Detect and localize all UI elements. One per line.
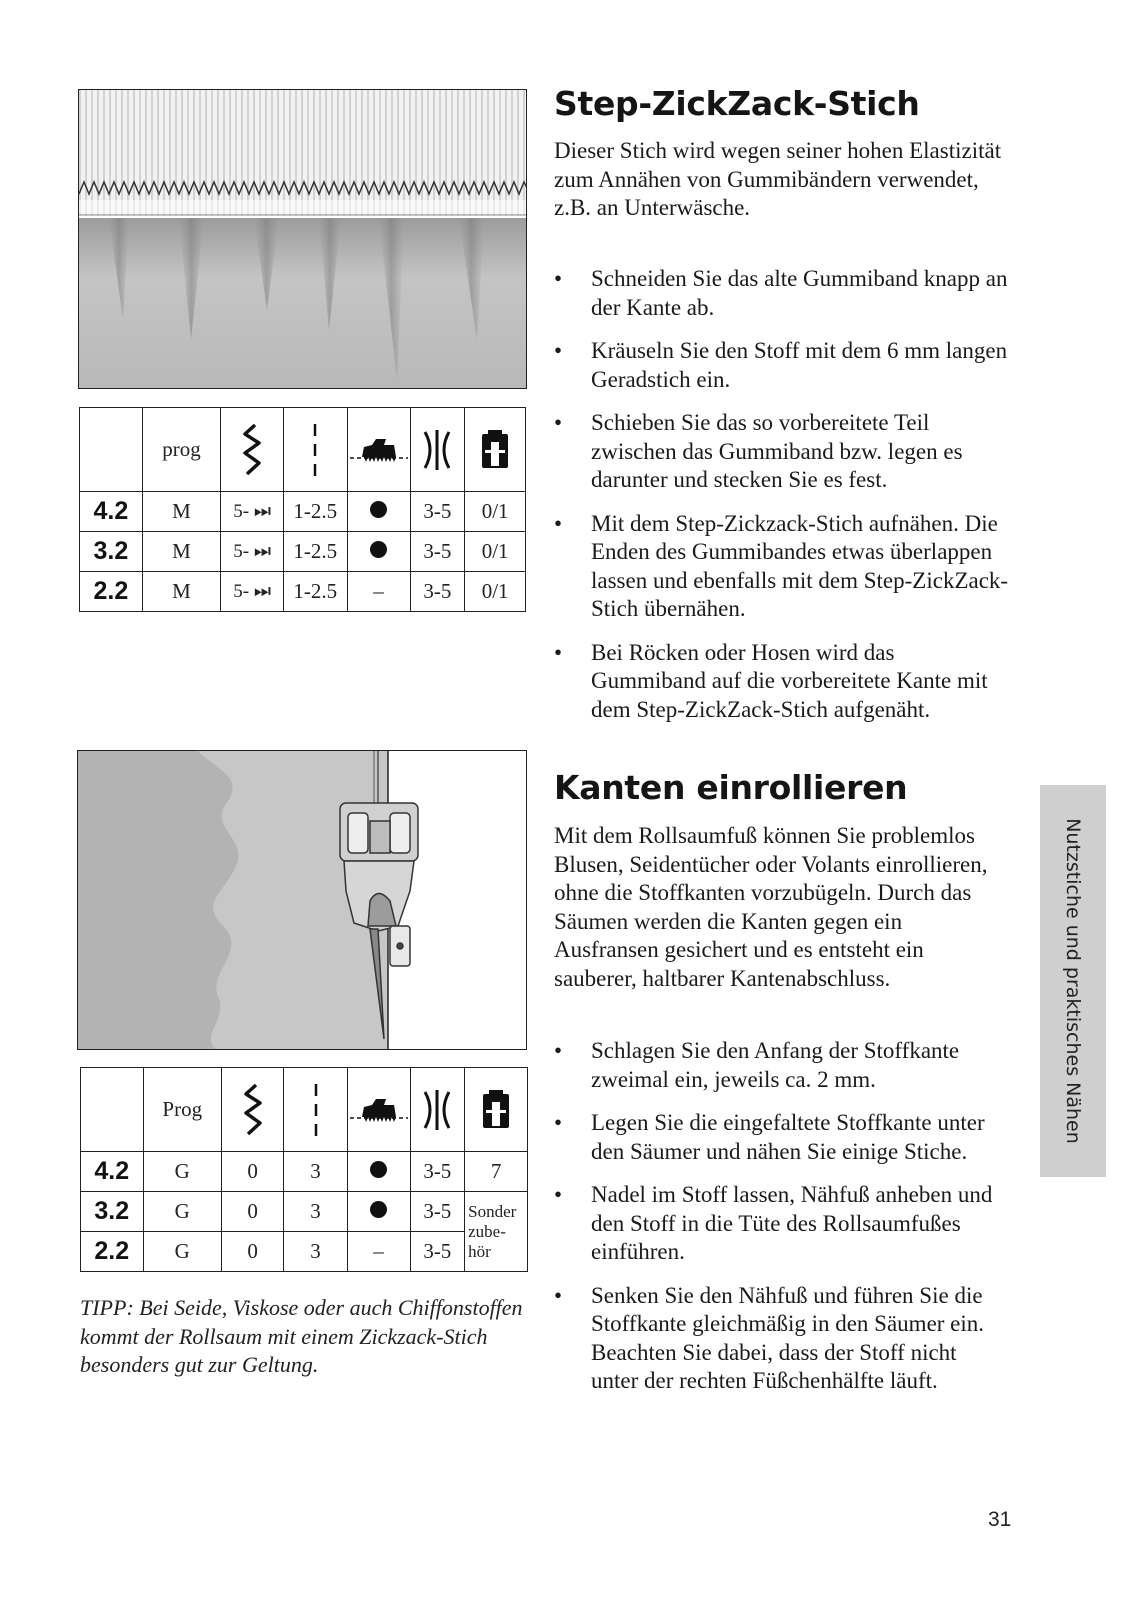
foot-value: 7 bbox=[465, 1152, 528, 1192]
tip-text: TIPP: Bei Seide, Viskose oder auch Chiffonstoffen kommt der Rollsaum mit einem Zickzack-Stich besonders gut zur Geltung. bbox=[80, 1295, 523, 1377]
model-label: 2.2 bbox=[81, 1232, 144, 1272]
tension-value: 3-5 bbox=[410, 492, 465, 532]
prog-value: G bbox=[143, 1232, 221, 1272]
elastic-stitch-illustration bbox=[78, 89, 527, 389]
rolled-hem-foot-illustration bbox=[77, 750, 527, 1050]
page-number: 31 bbox=[988, 1508, 1012, 1531]
chapter-side-tab-label: Nutzstiche und praktisches Nähen bbox=[1062, 818, 1084, 1144]
length-value: 1-2.5 bbox=[283, 572, 347, 612]
tension-value: 3-5 bbox=[410, 1192, 465, 1232]
section-intro: Mit dem Rollsaumfuß können Sie problemlos Blusen, Seidentücher oder Volants einrollieren, ohne die Stoffkanten vorzubügeln. Durch das Säumen werden die Kanten gegen ein Ausfransen gesichert und es entsteht ein sauberer, haltbarer Kantenabschluss. bbox=[554, 823, 988, 991]
tension-value: 3-5 bbox=[410, 1152, 465, 1192]
section-intro: Dieser Stich wird wegen seiner hohen Elastizität zum Annähen von Gummibändern verwendet, z.B. an Unterwäsche. bbox=[554, 138, 1002, 220]
list-item: • Schneiden Sie das alte Gummiband knapp an der Kante ab. bbox=[554, 266, 1008, 320]
thread-tension-icon bbox=[410, 1068, 465, 1152]
foot-value: 0/1 bbox=[465, 532, 526, 572]
list-item: • Schlagen Sie den Anfang der Stoffkante zweimal ein, jeweils ca. 2 mm. bbox=[554, 1038, 960, 1092]
prog-value: G bbox=[143, 1192, 221, 1232]
instruction-list bbox=[554, 265, 1009, 739]
feed-dog-icon bbox=[347, 1068, 410, 1152]
foot-value: 0/1 bbox=[465, 572, 526, 612]
model-label: 4.2 bbox=[80, 492, 143, 532]
prog-value: M bbox=[142, 492, 221, 532]
tension-value: 3-5 bbox=[410, 572, 465, 612]
feed-dog-icon bbox=[347, 408, 410, 492]
model-label: 2.2 bbox=[80, 572, 143, 612]
feed-dog-up-icon bbox=[347, 492, 410, 532]
feed-dog-up-icon bbox=[347, 1192, 410, 1232]
prog-header: Prog bbox=[143, 1068, 221, 1152]
thread-tension-icon bbox=[410, 408, 465, 492]
prog-value: G bbox=[143, 1152, 221, 1192]
stitch-length-icon bbox=[283, 408, 347, 492]
length-value: 1-2.5 bbox=[283, 492, 347, 532]
instruction-list bbox=[554, 1037, 1009, 1411]
section-title-rolled-hem: Kanten einrollieren bbox=[554, 768, 908, 807]
feed-value: – bbox=[347, 572, 410, 612]
model-label: 3.2 bbox=[81, 1192, 144, 1232]
list-item: • Kräuseln Sie den Stoff mit dem 6 mm langen Geradstich ein. bbox=[554, 338, 1008, 392]
prog-header: prog bbox=[142, 408, 221, 492]
stitch-settings-table-1 bbox=[79, 407, 526, 612]
foot-value: 0/1 bbox=[465, 492, 526, 532]
model-label: 4.2 bbox=[81, 1152, 144, 1192]
tension-value: 3-5 bbox=[410, 1232, 465, 1272]
feed-dog-up-icon bbox=[347, 1152, 410, 1192]
feed-dog-up-icon bbox=[347, 532, 410, 572]
presser-foot-icon bbox=[465, 1068, 528, 1152]
feed-value: – bbox=[347, 1232, 410, 1272]
list-item: • Legen Sie die eingefaltete Stoffkante unter den Säumer und nähen Sie einige Stiche. bbox=[554, 1110, 985, 1164]
prog-value: M bbox=[142, 532, 221, 572]
section-title-step-zigzag: Step-ZickZack-Stich bbox=[554, 84, 920, 123]
width-value: 0 bbox=[221, 1192, 283, 1232]
tension-value: 3-5 bbox=[410, 532, 465, 572]
stitch-settings-table-2 bbox=[80, 1067, 528, 1272]
stitch-width-icon bbox=[221, 1068, 283, 1152]
list-item: • Nadel im Stoff lassen, Nähfuß anheben und den Stoff in die Tüte des Rollsaumfußes einführen. bbox=[554, 1182, 993, 1264]
stitch-width-icon bbox=[221, 408, 284, 492]
length-value: 3 bbox=[284, 1192, 347, 1232]
width-value: 0 bbox=[221, 1232, 283, 1272]
list-item: • Bei Röcken oder Hosen wird das Gummiband auf die vorbereitete Kante mit dem Step-ZickZack-Stich aufgenäht. bbox=[554, 639, 988, 722]
chapter-side-tab bbox=[1040, 785, 1106, 1177]
length-value: 3 bbox=[284, 1152, 347, 1192]
length-value: 1-2.5 bbox=[283, 532, 347, 572]
width-value: 5- ⏭ bbox=[221, 492, 284, 532]
model-label: 3.2 bbox=[80, 532, 143, 572]
length-value: 3 bbox=[284, 1232, 347, 1272]
list-item: • Schieben Sie das so vorbereitete Teil zwischen das Gummiband bzw. legen es darunter und stecken Sie es fest. bbox=[554, 410, 963, 492]
stitch-length-icon bbox=[284, 1068, 347, 1152]
prog-value: M bbox=[142, 572, 221, 612]
width-value: 0 bbox=[221, 1152, 283, 1192]
foot-special-accessory: Sonder zube- hör bbox=[465, 1192, 528, 1272]
width-value: 5- ⏭ bbox=[221, 532, 284, 572]
width-value: 5- ⏭ bbox=[221, 572, 284, 612]
presser-foot-icon bbox=[465, 408, 526, 492]
list-item: • Senken Sie den Nähfuß und führen Sie die Stoffkante gleichmäßig in den Säumer ein. Beachten Sie dabei, dass der Stoff nicht unter der rechten Füßchenhälfte läuft. bbox=[554, 1282, 985, 1393]
list-item: • Mit dem Step-Zickzack-Stich aufnähen. Die Enden des Gummibandes etwas überlappen lassen und ebenfalls mit dem Step-ZickZack-Stich übernähen. bbox=[554, 510, 1009, 621]
